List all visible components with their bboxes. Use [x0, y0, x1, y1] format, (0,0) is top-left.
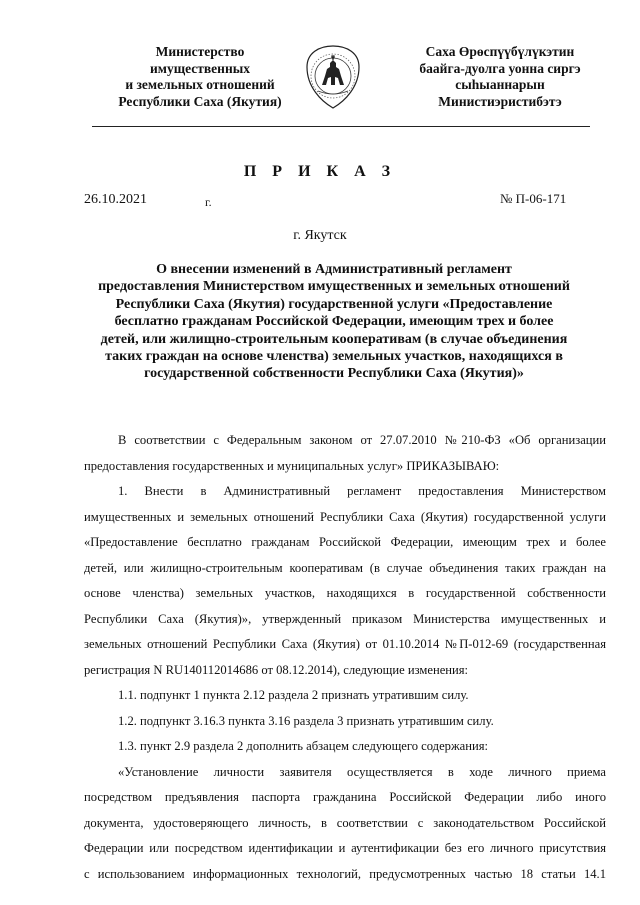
subject-line: таких граждан на основе членства) земельных участков, находящихся в [105, 349, 563, 365]
date-suffix: г. [205, 195, 212, 209]
subject-line: государственной собственности Республики Саха (Якутия)» [144, 366, 524, 382]
header-right-line: сыhыаннарын [455, 77, 545, 92]
body-line: с использованием информационных технологий, предусмотренных частью 18 статьи 14.1 [84, 866, 606, 881]
body-line: В соответствии с Федеральным законом от 27.07.2010 №210-ФЗ «Об организации [118, 433, 606, 447]
document-number: № П-06-171 [500, 191, 567, 206]
document-subject [80, 261, 588, 383]
body-line: Республики Саха (Якутия)», утвержденный приказом Министерства имущественных и [84, 611, 606, 626]
ministry-name-russian [75, 44, 325, 110]
body-line: 1.3. пункт 2.9 раздела 2 дополнить абзацем следующего содержания: [118, 739, 489, 753]
body-line: «Предоставление бесплатно гражданам Российской Федерации, имеющим трех и более [84, 535, 606, 549]
body-line: документа, удостоверяющего личность, в соответствии с законодательством Российской [84, 815, 606, 830]
body-line: регистрация N RU140112014686 от 08.12.2014), следующие изменения: [84, 662, 469, 677]
header-divider [92, 126, 590, 127]
body-line: предоставления государственных и муниципальных услуг» ПРИКАЗЫВАЮ: [84, 458, 500, 473]
header-left-line: Министерство [155, 44, 245, 59]
document-title: П Р И К А З [243, 163, 397, 180]
header-left-line: и земельных отношений [125, 77, 275, 92]
body-line: посредством предъявления паспорта гражданина Российской Федерации либо иного [84, 790, 606, 804]
body-line: основе членства) земельных участков, находящихся в государственной собственности [84, 586, 606, 600]
yakutia-coat-of-arms-icon [303, 43, 363, 111]
header-left-line: имущественных [149, 60, 251, 76]
subject-line: детей, или жилищно-строительным кооперативам (в случае объединения [100, 331, 568, 347]
header-right-line: Министиэристибэтэ [438, 93, 562, 109]
subject-line: Республики Саха (Якутия) государственной услуги «Предоставление [115, 296, 553, 312]
body-line: «Установление личности заявителя осуществляется в ходе личного приема [118, 764, 606, 779]
body-line: 1. Внести в Административный регламент предоставления Министерством [118, 484, 606, 498]
document-city: г. Якутск [293, 228, 347, 243]
body-line: 1.1. подпункт 1 пункта 2.12 раздела 2 признать утратившим силу. [118, 688, 469, 702]
body-line: Федерации или посредством идентификации и аутентификации без его личного присутствия [84, 841, 606, 855]
body-line: 1.2. подпункт 3.16.3 пункта 3.16 раздела 3 признать утратившим силу. [118, 713, 494, 728]
body-line: земельных отношений Республики Саха (Якутия) от 01.10.2014 №П-012-69 (государственная [84, 637, 606, 651]
header-right-line: баайга-дуолга уонна сиргэ [419, 60, 581, 76]
subject-line: бесплатно гражданам Российской Федерации, имеющим трех и более [114, 314, 554, 330]
body-line: детей, или жилищно-строительным кооперативам (в случае объединения таких граждан на [84, 560, 606, 575]
subject-line: О внесении изменений в Административный регламент [156, 262, 512, 277]
body-line: имущественных и земельных отношений Республики Саха (Якутия) государственной услуги [84, 509, 606, 524]
subject-line: предоставления Министерством имущественных и земельных отношений [98, 279, 570, 295]
header-left-line: Республики Саха (Якутия) [118, 93, 282, 109]
header-right-line: Саха Өрөспүүбүлүкэтин [425, 44, 575, 59]
document-body [84, 428, 606, 887]
document-date: 26.10.2021 [84, 192, 147, 207]
ministry-name-yakut [375, 44, 625, 110]
